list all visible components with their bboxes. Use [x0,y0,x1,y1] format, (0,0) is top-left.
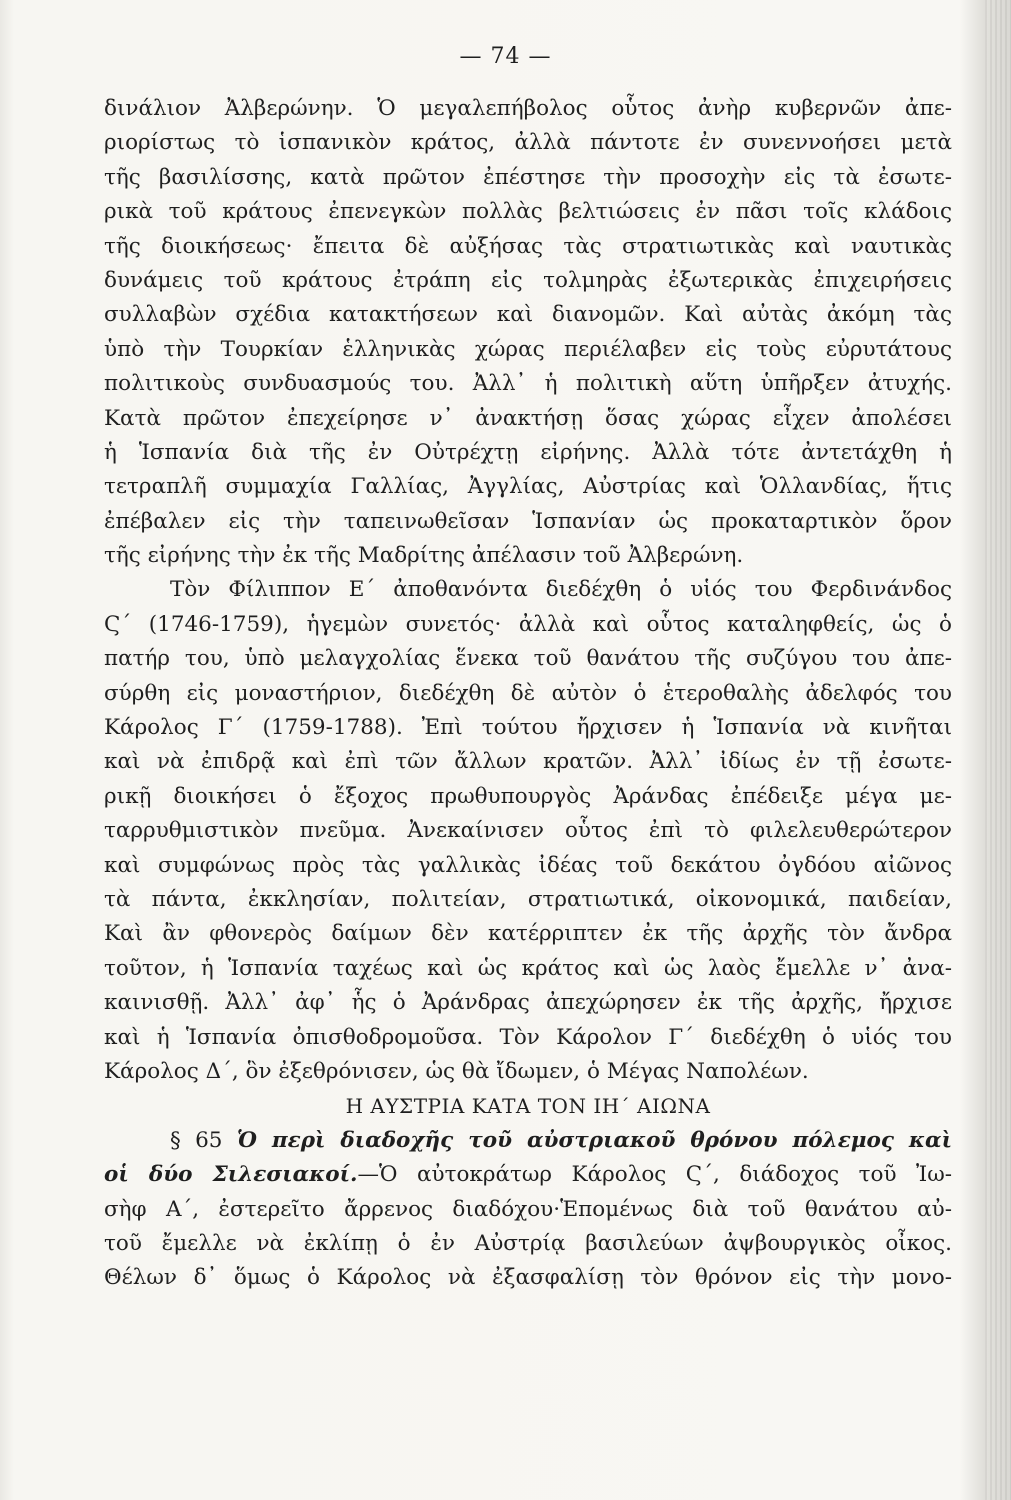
page-edge-shadow [985,0,1011,1500]
text-line: ἐπέβαλεν εἰς τὴν ταπεινωθεῖσαν Ἱσπανίαν ὡς προκαταρτικὸν ὅρον [104,508,952,534]
text-line: Θέλων δ᾽ ὅμως ὁ Κάρολος νὰ ἐξασφαλίσῃ τὸν θρόνον εἰς τὴν μονο- [104,1265,952,1291]
text-line: τοῦτον, ἡ Ἱσπανία ταχέως καὶ ὡς κράτος καὶ ὡς λαὸς ἔμελλε ν᾽ ἀνα- [104,955,952,981]
text-line: ρικῇ διοικήσει ὁ ἔξοχος πρωθυπουργὸς Ἀράνδας ἐπέδειξε μέγα με- [104,783,952,809]
text-line: Καὶ ἂν φθονερὸς δαίμων δὲν κατέρριπτεν ἐκ τῆς ἀρχῆς τὸν ἄνδρα [104,921,952,947]
text-line: τετραπλῆ συμμαχία Γαλλίας, Ἀγγλίας, Αὐστρίας καὶ Ὁλλανδίας, ἥτις [104,474,952,500]
text-line: ταρρυθμιστικὸν πνεῦμα. Ἀνεκαίνισεν οὗτος ἐπὶ τὸ φιλελευθερώτερον [104,818,952,844]
text-line: δινάλιον Ἀλβερώνην. Ὁ μεγαλεπήβολος οὗτος ἀνὴρ κυβερνῶν ἀπε- [104,96,952,121]
text-line: δυνάμεις τοῦ κράτους ἐτράπη εἰς τολμηρὰς ἐξωτερικὰς ἐπιχειρήσεις [104,267,952,293]
section-title-continued: οἱ δύο Σιλεσιακοί. [104,1162,358,1188]
text-line: τῆς διοικήσεως· ἔπειτα δὲ αὐξήσας τὰς στρατιωτικὰς καὶ ναυτικὰς [104,233,952,259]
paragraph-2 [104,573,952,1089]
text-line: ἡ Ἱσπανία διὰ τῆς ἐν Οὐτρέχτῃ εἰρήνης. Ἀλλὰ τότε ἀντετάχθη ἡ [104,439,952,465]
text-line: Κατὰ πρῶτον ἐπεχείρησε ν᾽ ἀνακτήσῃ ὅσας χώρας εἶχεν ἀπολέσει [104,405,952,431]
section-title: Ὁ περὶ διαδοχῆς τοῦ αὐστριακοῦ θρόνου πόλεμος καὶ [236,1127,952,1153]
text-line: Ϛ΄ (1746-1759), ἡγεμὼν συνετός· ἀλλὰ καὶ οὗτος καταληφθείς, ὡς ὁ [104,611,952,637]
text-line: Κάρολος Δ΄, ὃν ἐξεθρόνισεν, ὡς θὰ ἴδωμεν, ὁ Μέγας Ναπολέων. [104,1058,809,1084]
text-line: ρικὰ τοῦ κράτους ἐπενεγκὼν πολλὰς βελτιώσεις ἐν πᾶσι τοῖς κλάδοις [104,199,952,225]
text-line: καινισθῇ. Ἀλλ᾽ ἀφ᾽ ἧς ὁ Ἀράνδρας ἀπεχώρησεν ἐκ τῆς ἀρχῆς, ἤρχισε [104,990,952,1016]
text-line: πολιτικοὺς συνδυασμούς του. Ἀλλ᾽ ἡ πολιτικὴ αὕτη ὑπῆρξεν ἀτυχής. [104,371,952,397]
text-line: Κάρολος Γ΄ (1759-1788). Ἐπὶ τούτου ἤρχισεν ἡ Ἱσπανία νὰ κινῆται [104,715,952,741]
text-line: καὶ συμφώνως πρὸς τὰς γαλλικὰς ἰδέας τοῦ δεκάτου ὀγδόου αἰῶνος [104,852,952,878]
paragraph-1 [104,92,952,573]
text-line: τῆς εἰρήνης τὴν ἐκ τῆς Μαδρίτης ἀπέλασιν τοῦ Ἀλβερώνη. [104,543,744,569]
text-line: σὴφ Α΄, ἐστερεῖτο ἄρρενος διαδόχου·Ἑπομένως διὰ τοῦ θανάτου αὐ- [104,1196,952,1222]
text-line: τῆς βασιλίσσης, κατὰ πρῶτον ἐπέστησε τὴν προσοχὴν εἰς τὰ ἐσωτε- [104,164,952,190]
text-line: πατήρ του, ὑπὸ μελαγχολίας ἕνεκα τοῦ θανάτου τῆς συζύγου του ἀπε- [104,646,952,672]
text-line: συλλαβὼν σχέδια κατακτήσεων καὶ διανομῶν. Καὶ αὐτὰς ἀκόμη τὰς [104,302,952,328]
page-body [104,92,952,1296]
section-heading-line [104,1124,952,1158]
section-title-line [104,1158,952,1192]
text-line: Τὸν Φίλιππον Ε΄ ἀποθανόντα διεδέχθη ὁ υἱός του Φερδινάνδος [170,577,952,603]
text-line: σύρθη εἰς μοναστήριον, διεδέχθη δὲ αὐτὸν ὁ ἑτεροθαλὴς ἀδελφός του [104,680,952,706]
text-line: καὶ ἡ Ἱσπανία ὀπισθοδρομοῦσα. Τὸν Κάρολον Γ΄ διεδέχθη ὁ υἱός του [104,1024,952,1050]
text-line: ριορίστως τὸ ἱσπανικὸν κράτος, ἀλλὰ πάντοτε ἐν συνεννοήσει μετὰ [104,130,952,156]
text-line: τοῦ ἔμελλε νὰ ἐκλίπῃ ὁ ἐν Αὐστρίᾳ βασιλεύων ἀψβουργικὸς οἶκος. [104,1230,952,1256]
text-line: ὑπὸ τὴν Τουρκίαν ἑλληνικὰς χώρας περιέλαβεν εἰς τοὺς εὐρυτάτους [104,336,952,362]
section-65 [104,1124,952,1296]
text-line: καὶ νὰ ἐπιδρᾷ καὶ ἐπὶ τῶν ἄλλων κρατῶν. Ἀλλ᾽ ἰδίως ἐν τῇ ἐσωτε- [104,749,952,775]
section-number: § 65 [170,1127,223,1153]
text-line: τὰ πάντα, ἐκκλησίαν, πολιτείαν, στρατιωτικά, οἰκονομικά, παιδείαν, [104,886,952,912]
section-text: —Ὁ αὐτοκράτωρ Κάρολος Ϛ΄, διάδοχος τοῦ Ἰω- [357,1162,952,1188]
page-number: — 74 — [459,44,552,69]
chapter-heading: Η ΑΥΣΤΡΙΑ ΚΑΤΑ ΤΟΝ ΙΗ΄ ΑΙΩΝΑ [345,1094,711,1119]
